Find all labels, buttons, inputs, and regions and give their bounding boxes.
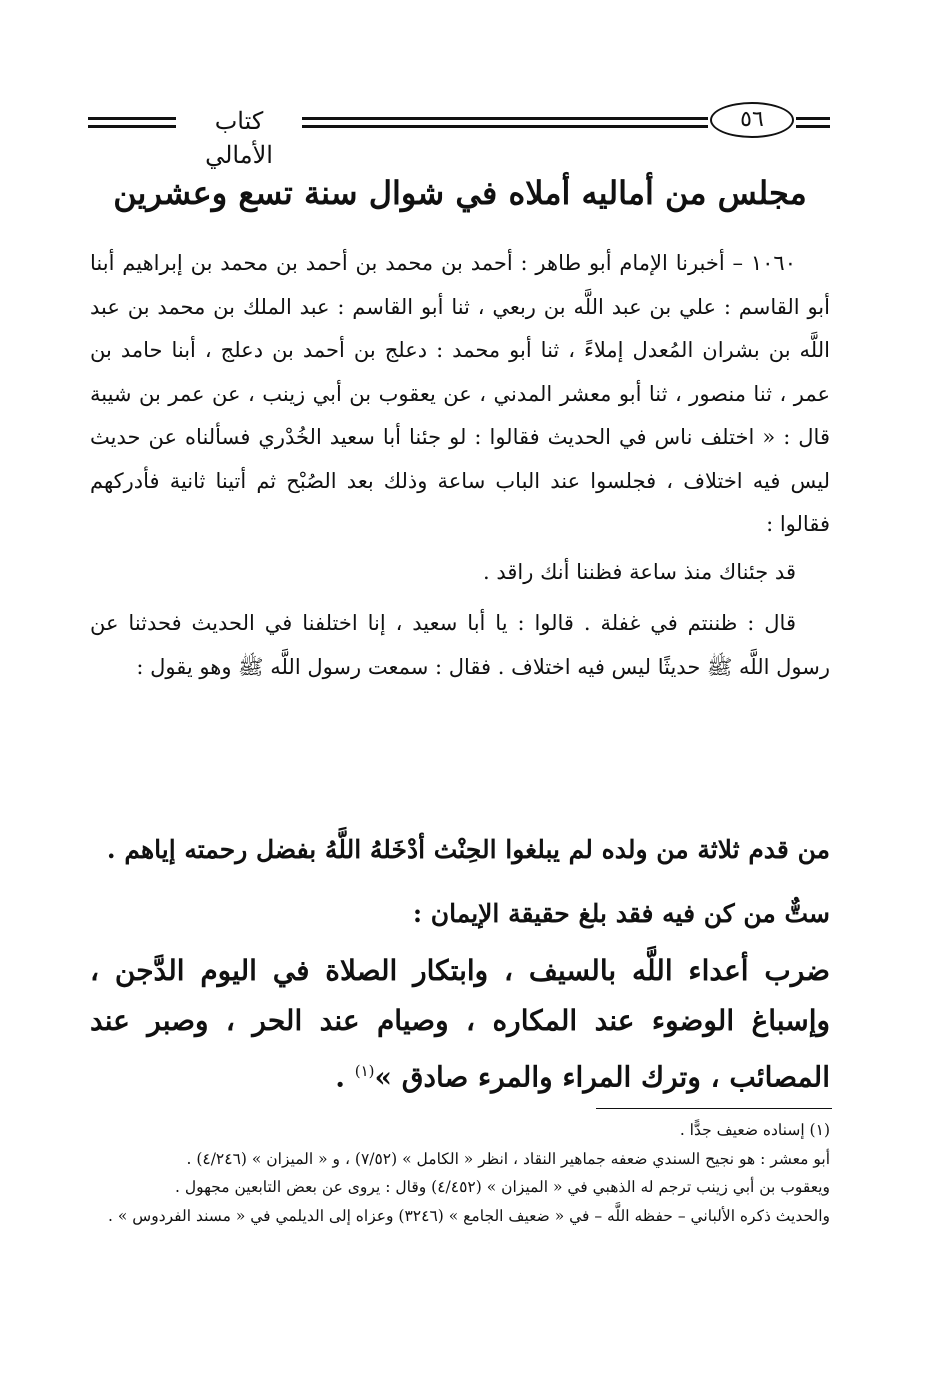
main-text: [90, 242, 830, 689]
hadith-text-line-1: من قدم ثلاثة من ولده لم يبلغوا الحِنْث أدْخَلهُ اللَّهُ بفضل رحمته إياهم .: [106, 835, 830, 864]
quoted-line: قد جئناك منذ ساعة فظننا أنك راقد .: [483, 559, 796, 584]
hadith-text-line-2: ستٌّ من كن فيه فقد بلغ حقيقة الإيمان :: [412, 899, 830, 928]
footnote-note-abu-mashar: أبو معشر : هو نجيح السندي ضعفه جماهير النقاد ، انظر « الكامل » (٧/٥٢) ، و « الميزان » (٤/٢٤٦) .: [186, 1149, 830, 1168]
header-rule-middle: [302, 117, 708, 128]
footnote-note-albani: والحديث ذكره الألباني – حفظه اللَّه – في « ضعيف الجامع » (٣٢٤٦) وعزاه إلى الديلمي في « مسند الفردوس » .: [108, 1206, 830, 1225]
hadith-text-body: ضرب أعداء اللَّه بالسيف ، وابتكار الصلاة في اليوم الدَّجن ، وإسباغ الوضوء عند المكاره ، وصيام عند الحر ، وصبر عند المصائب ، وترك المراء والمرء صادق »: [90, 954, 830, 1094]
header-rule-left: [88, 117, 176, 128]
hadith-isnad-paragraph: ١٠٦٠ – أخبرنا الإمام أبو طاهر : أحمد بن محمد بن أحمد بن محمد بن إبراهيم أبنا أبو القاسم : علي بن عبد اللَّه بن ربعي ، ثنا أبو القاسم : عبد الملك بن محمد بن عبد اللَّه بن بشران المُعدل إملاءً ، ثنا أبو محمد : دعلج بن أحمد بن دعلج ، أبنا حامد بن عمر ، ثنا منصور ، ثنا أبو معشر المدني ، عن يعقوب بن أبي زينب ، عن عمر بن شيبة قال : « اختلف ناس في الحديث فقالوا : لو جئنا أبا سعيد الخُدْري فسألناه عن حديث ليس فيه اختلاف ، فجلسوا عند الباب ساعة وذلك بعد الصُبْح ثم أتينا ثانية فأدركهم فقالوا :: [90, 251, 830, 536]
chapter-title: مجلس من أماليه أملاه في شوال سنة تسع وعشرين: [113, 174, 807, 212]
footnote-1: (١) إسناده ضعيف جدًّا .: [679, 1121, 830, 1139]
footnote-separator: [596, 1108, 832, 1109]
hadith-text-line-3: [90, 946, 830, 1102]
narration-paragraph: قال : ظننتم في غفلة . قالوا : يا أبا سعيد ، إنا اختلفنا في الحديث فحدثنا عن رسول اللَّه ﷺ حديثًا ليس فيه اختلاف . فقال : سمعت رسول اللَّه ﷺ وهو يقول :: [90, 611, 830, 679]
footnote-note-yaqub: ويعقوب بن أبي زينب ترجم له الذهبي في « الميزان » (٤/٤٥٢) وقال : يروى عن بعض التابعين مجهول .: [174, 1178, 830, 1196]
running-header: [88, 102, 828, 169]
hadith-text-end: .: [335, 1060, 355, 1094]
footnote-marker: (١): [354, 1062, 375, 1080]
page-number: ٥٦: [710, 102, 794, 138]
book-title: كتاب الأمالي: [205, 107, 273, 169]
footnotes: [90, 1116, 830, 1230]
header-rule-right: [796, 117, 830, 128]
